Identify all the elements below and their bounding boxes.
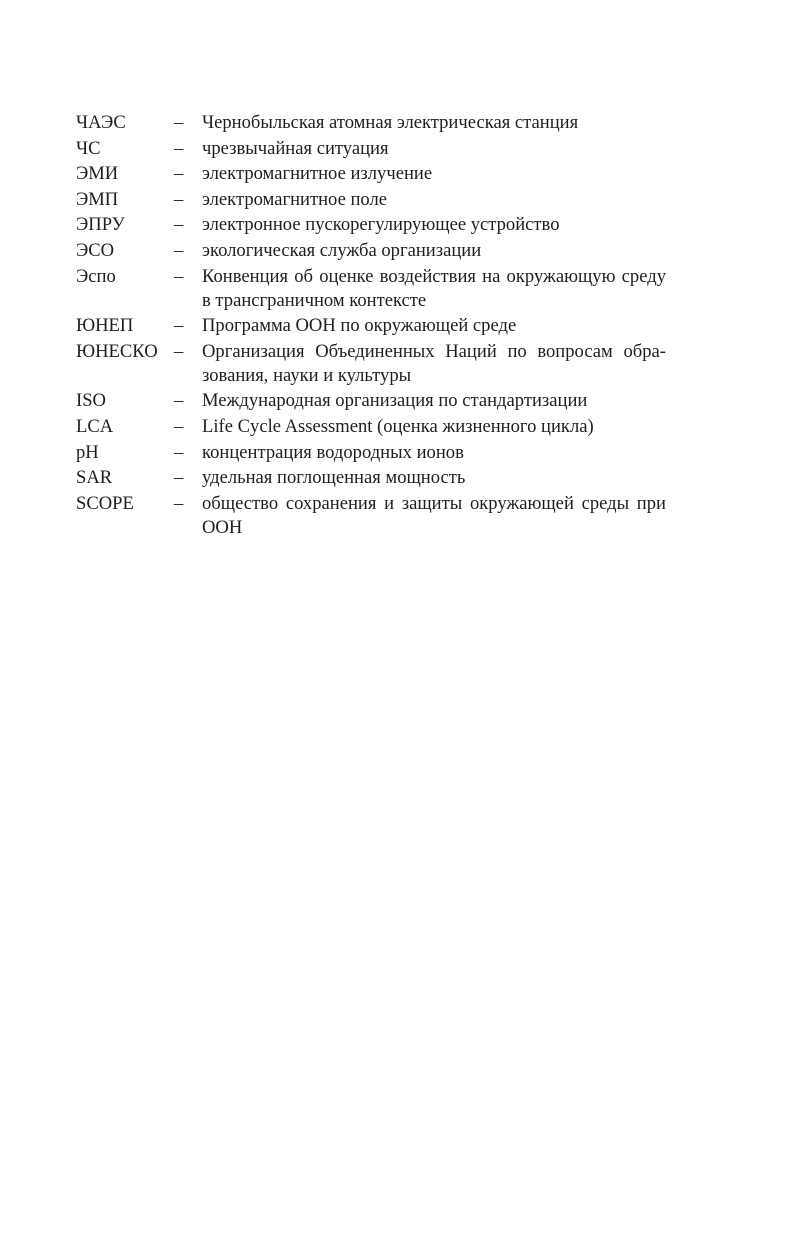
abbreviation-term: ЭМИ: [76, 163, 119, 185]
abbreviation-definition: Life Cycle Assessment (оценка жизненного цикла): [202, 415, 594, 437]
abbreviation-term: ISO: [76, 390, 106, 412]
abbreviation-definition: Программа ООН по окружающей среде: [202, 315, 517, 337]
abbreviation-term: ЧС: [76, 137, 101, 159]
abbreviation-dash: –: [174, 390, 184, 412]
abbreviation-list: [76, 111, 666, 541]
abbreviation-definition: экологическая служба организации: [202, 239, 482, 261]
abbreviation-term: ЮНЕП: [76, 315, 134, 337]
list-item: [76, 466, 666, 490]
abbreviation-definition: Конвенция об оценке воздействия на окружающую среду в трансграничном контексте: [202, 265, 666, 311]
abbreviation-definition: Международная организация по стандартизации: [202, 390, 588, 412]
abbreviation-term: ЭПРУ: [76, 214, 125, 236]
abbreviation-dash: –: [174, 265, 184, 287]
abbreviation-definition: концентрация водородных ионов: [202, 441, 464, 463]
abbreviation-definition: удельная поглощенная мощность: [202, 467, 466, 489]
abbreviation-term: ЭМП: [76, 188, 119, 210]
abbreviation-dash: –: [174, 137, 184, 159]
abbreviation-term: SCOPE: [76, 492, 134, 514]
abbreviation-dash: –: [174, 492, 184, 514]
abbreviation-dash: –: [174, 214, 184, 236]
abbreviation-dash: –: [174, 340, 184, 362]
abbreviation-definition: общество сохранения и защиты окружающей среды при ООН: [202, 492, 666, 538]
abbreviation-term: SAR: [76, 467, 113, 489]
list-item: [76, 415, 666, 439]
list-item: [76, 137, 666, 161]
list-item: [76, 188, 666, 212]
abbreviation-dash: –: [174, 315, 184, 337]
abbreviation-dash: –: [174, 441, 184, 463]
abbreviation-dash: –: [174, 415, 184, 437]
abbreviation-dash: –: [174, 112, 184, 133]
abbreviation-definition: электромагнитное излучение: [202, 163, 433, 185]
list-item: [76, 213, 666, 237]
abbreviation-term: Эспо: [76, 265, 116, 287]
abbreviation-definition: электронное пускорегулирующее устройство: [202, 214, 560, 236]
list-item: [76, 239, 666, 263]
list-item: [76, 265, 666, 313]
list-item: [76, 492, 666, 540]
abbreviation-dash: –: [174, 467, 184, 489]
abbreviation-definition: электромагнитное поле: [202, 188, 388, 210]
abbreviation-term: ЮНЕСКО: [76, 340, 158, 362]
abbreviation-term: pH: [76, 441, 99, 463]
abbreviation-dash: –: [174, 163, 184, 185]
abbreviation-term: ЧАЭС: [76, 112, 126, 133]
list-item: [76, 111, 666, 135]
abbreviation-definition: Чернобыльская атомная электрическая станция: [202, 112, 579, 133]
abbreviation-dash: –: [174, 188, 184, 210]
abbreviation-dash: –: [174, 239, 184, 261]
list-item: [76, 162, 666, 186]
abbreviation-definition: чрезвычайная ситуация: [202, 137, 389, 159]
list-item: [76, 340, 666, 388]
abbreviation-definition: Организация Объединенных Наций по вопросам образования, науки и культуры: [202, 340, 666, 386]
abbreviation-term: LCA: [76, 415, 114, 437]
list-item: [76, 441, 666, 465]
abbreviation-term: ЭСО: [76, 239, 115, 261]
list-item: [76, 314, 666, 338]
list-item: [76, 389, 666, 413]
